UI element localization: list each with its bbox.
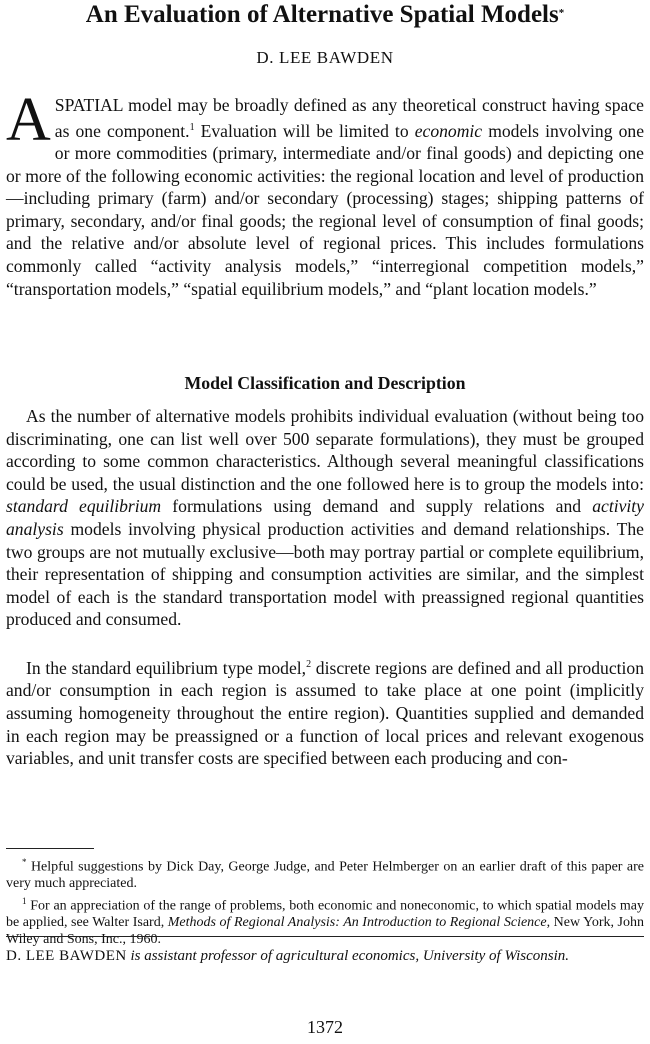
author-byline: D. LEE BAWDEN [256, 48, 394, 67]
author-affiliation: D. LEE BAWDEN is assistant professor of agricultural economics, University of Wisconsin. [6, 948, 570, 964]
footnote-ref-2: 2 [306, 659, 312, 670]
footnote-1: $^1$ For an appreciation of the range of problems, both economic and noneconomic, to which spatial models may be applied, see Walter Isard, Methods of Regional Analysis: An Introduction to Regional Science, New York, John Wiley and Sons, Inc., 1960. [6, 895, 644, 947]
body-paragraph-standard-equilibrium: In the standard equilibrium type model,$^2$ discrete regions are defined and all production and/or consumption in each region is assumed to take place at one point (implicitly assuming homogeneity throughout the entire region). Quantities supplied and demanded in each region may be preassigned or a function of local prices and relevant exogenous variables, and unit transfer costs are specified between each producing and con- [6, 657, 644, 769]
affiliation-divider [6, 936, 644, 937]
page-number: 1372 [307, 1017, 343, 1037]
intro-paragraph: ASPATIAL model may be broadly defined as any theoretical construct having space as one component.$^1$ Evaluation will be limited to economic models involving one or more commodities (primary, intermediate and/or final goods) and depicting one or more of the following economic activities: the regional location and level of production —including primary (farm) and/or secondary (processing) stages; shipping patterns of primary, secondary, and/or final goods; the regional level of consumption of final goods; and the relative and/or absolute level of regional prices. This includes formulations commonly called “activity analysis models,” “interregional competition models,” “transportation models,” “spatial equilibrium models,” and “plant location models.” [6, 86, 644, 299]
drop-cap: A [6, 86, 51, 154]
section-heading: Model Classification and Description [184, 373, 466, 393]
title-footnote-mark: * [558, 7, 565, 19]
footnote-divider [6, 848, 94, 849]
body-paragraph-classification: As the number of alternative models prohibits individual evaluation (without being too discriminating, one can list well over 500 separate formulations), they must be grouped according to some common characteristics. Although several meaningful classifications could be used, the usual distinction and the one followed here is to group the models into: standard equilibrium formulations using demand and supply relations and activity analysis models involving physical production activities and demand relationships. The two groups are not mutually exclusive—both may portray partial or complete equilibrium, their representation of shipping and consumption activities are similar, and the simplest model of each is the standard transportation model with preassigned regional quantities produced and consumed. [6, 406, 644, 630]
footnote-star: * Helpful suggestions by Dick Day, George Judge, and Peter Helmberger on an earlier draft of this paper are very much appreciated. [6, 857, 644, 892]
article-title: An Evaluation of Alternative Spatial Models* [85, 1, 565, 28]
footnotes [6, 854, 644, 948]
footnote-ref-1: 1 [189, 121, 195, 133]
